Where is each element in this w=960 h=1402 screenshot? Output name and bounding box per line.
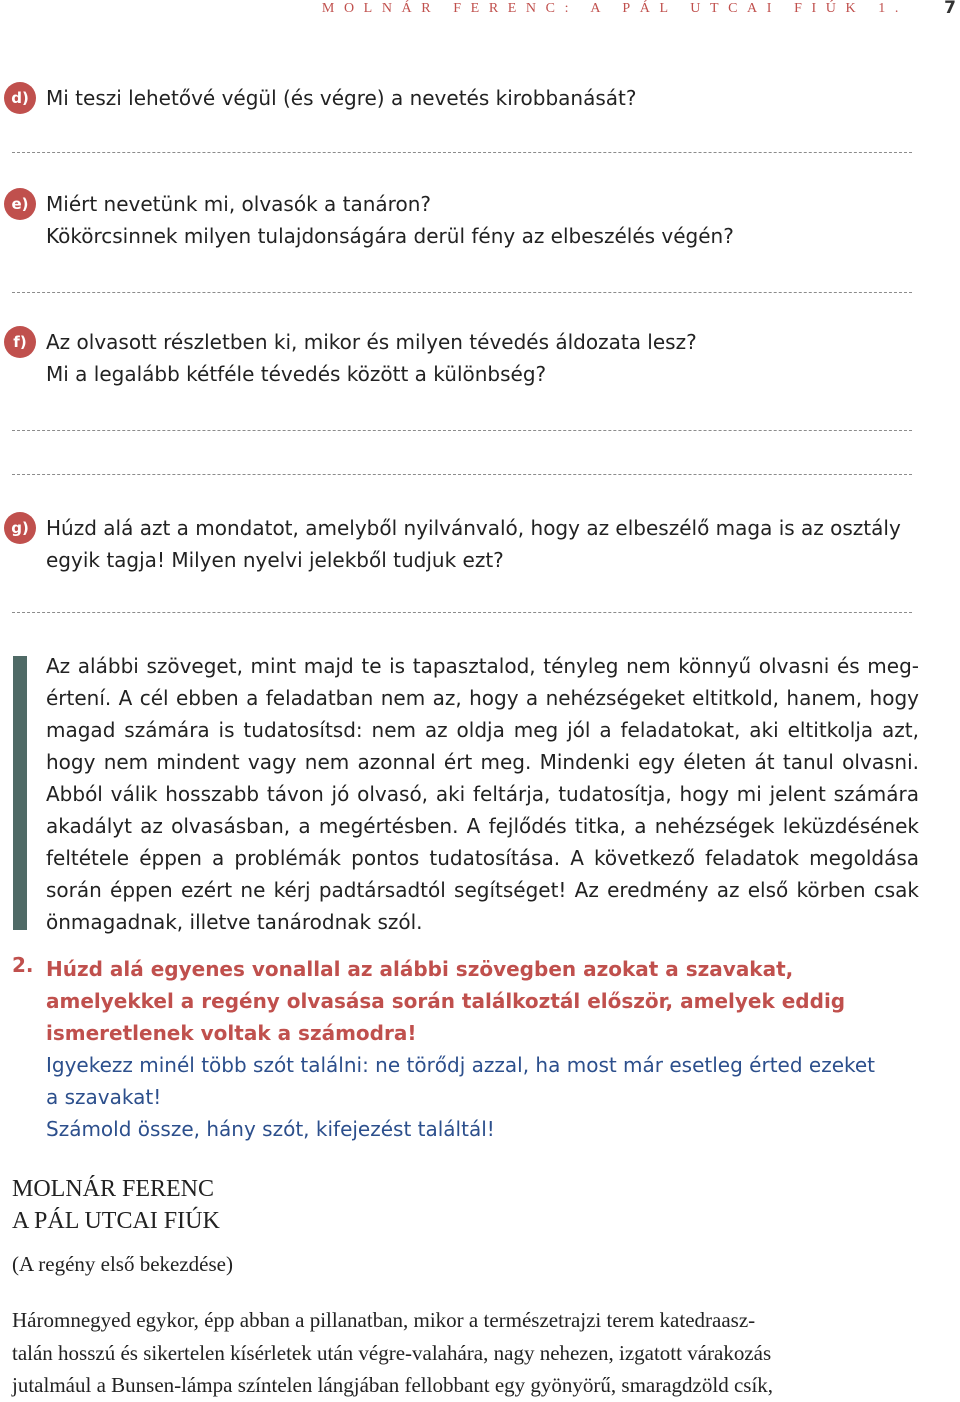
answer-line [12, 474, 912, 475]
excerpt-title: A PÁL UTCAI FIÚK [12, 1208, 220, 1234]
question-badge: d) [4, 82, 36, 114]
task-instruction: Húzd alá egyenes vonallal az alábbi szövegben azokat a szavakat, amelyekkel a regény olvasása során találkoztál először, amelyek eddig ismeretlenek voltak a számodra! [46, 957, 846, 1045]
excerpt-heading [12, 1173, 220, 1237]
question-text-line: egyik tagja! Milyen nyelvi jelekből tudjuk ezt? [46, 548, 504, 572]
task-hint [46, 1049, 919, 1145]
answer-line [12, 152, 912, 153]
answer-line [12, 612, 912, 613]
question-text-line: Mi a legalább kétféle tévedés között a különbség? [46, 362, 547, 386]
question-text-line: Miért nevetünk mi, olvasók a tanáron? [46, 192, 431, 216]
question-text-line: Húzd alá azt a mondatot, amelyből nyilvánvaló, hogy az elbeszélő maga is az osztály [46, 516, 901, 540]
task-number: 2. [12, 953, 34, 977]
reading-note: Az alábbi szöveget, mint majd te is tapasztalod, tényleg nem könnyű olvasni és meg-értení. A cél ebben a feladatban nem az, hogy a nehézségeket eltitkold, hanem, hogy magad számára is tudatosítsd: nem az oldja meg jól a feladatokat, aki eltitkolja azt, hogy nem mindent vagy nem azonnal ért meg. Mindenki egy életen át tanul olvasni. Abból válik hosszabb távon jó olvasó, aki feltárja, tudatosítja, hogy mi jelent számára akadályt az olvasásban, a megértésben. A fejlődés titka, a nehézségek leküzdésének feltétele éppen a problémák pontos tudatosítása. A következő feladatok megoldása során éppen ezért ne kérj padtársadtól segítséget! Az eredmény az első körben csak önmagadnak, illetve tanárodnak szól. [46, 654, 919, 934]
page-header [0, 0, 960, 26]
question-text-line: Az olvasott részletben ki, mikor és milyen tévedés áldozata lesz? [46, 330, 697, 354]
question-badge: f) [4, 326, 36, 358]
answer-line [12, 430, 912, 431]
task-hint-line: Számold össze, hány szót, kifejezést találtál! [46, 1117, 495, 1141]
answer-line [12, 292, 912, 293]
question-text-line: Kökörcsinnek milyen tulajdonságára derül fény az elbeszélés végén? [46, 224, 734, 248]
excerpt-text [12, 1304, 918, 1402]
page-number: 7 [944, 0, 956, 18]
question-badge: e) [4, 188, 36, 220]
task-hint-line: a szavakat! [46, 1085, 162, 1109]
note-accent-bar [13, 656, 27, 930]
excerpt-line: talán hosszú és sikertelen kísérletek után végre-valahára, nagy nehezen, izgatott várakozás [12, 1340, 772, 1365]
task-hint-line: Igyekezz minél több szót találni: ne törődj azzal, ha most már esetleg érted ezeket [46, 1053, 876, 1077]
excerpt-line: Háromnegyed egykor, épp abban a pillanatban, mikor a természetrajzi terem katedraasz- [12, 1308, 756, 1332]
excerpt-author: MOLNÁR FERENC [12, 1176, 215, 1202]
excerpt-subtitle: (A regény első bekezdése) [12, 1252, 233, 1276]
question-text-line: Mi teszi lehetővé végül (és végre) a nevetés kirobbanását? [46, 86, 637, 110]
question-badge: g) [4, 512, 36, 544]
running-header-title: MOLNÁR FERENC: A PÁL UTCAI FIÚK 1. [321, 1, 908, 16]
excerpt-line: jutalmául a Bunsen-lámpa színtelen lángjában fellobbant egy gyönyörű, smaragdzöld csík, [12, 1373, 774, 1397]
